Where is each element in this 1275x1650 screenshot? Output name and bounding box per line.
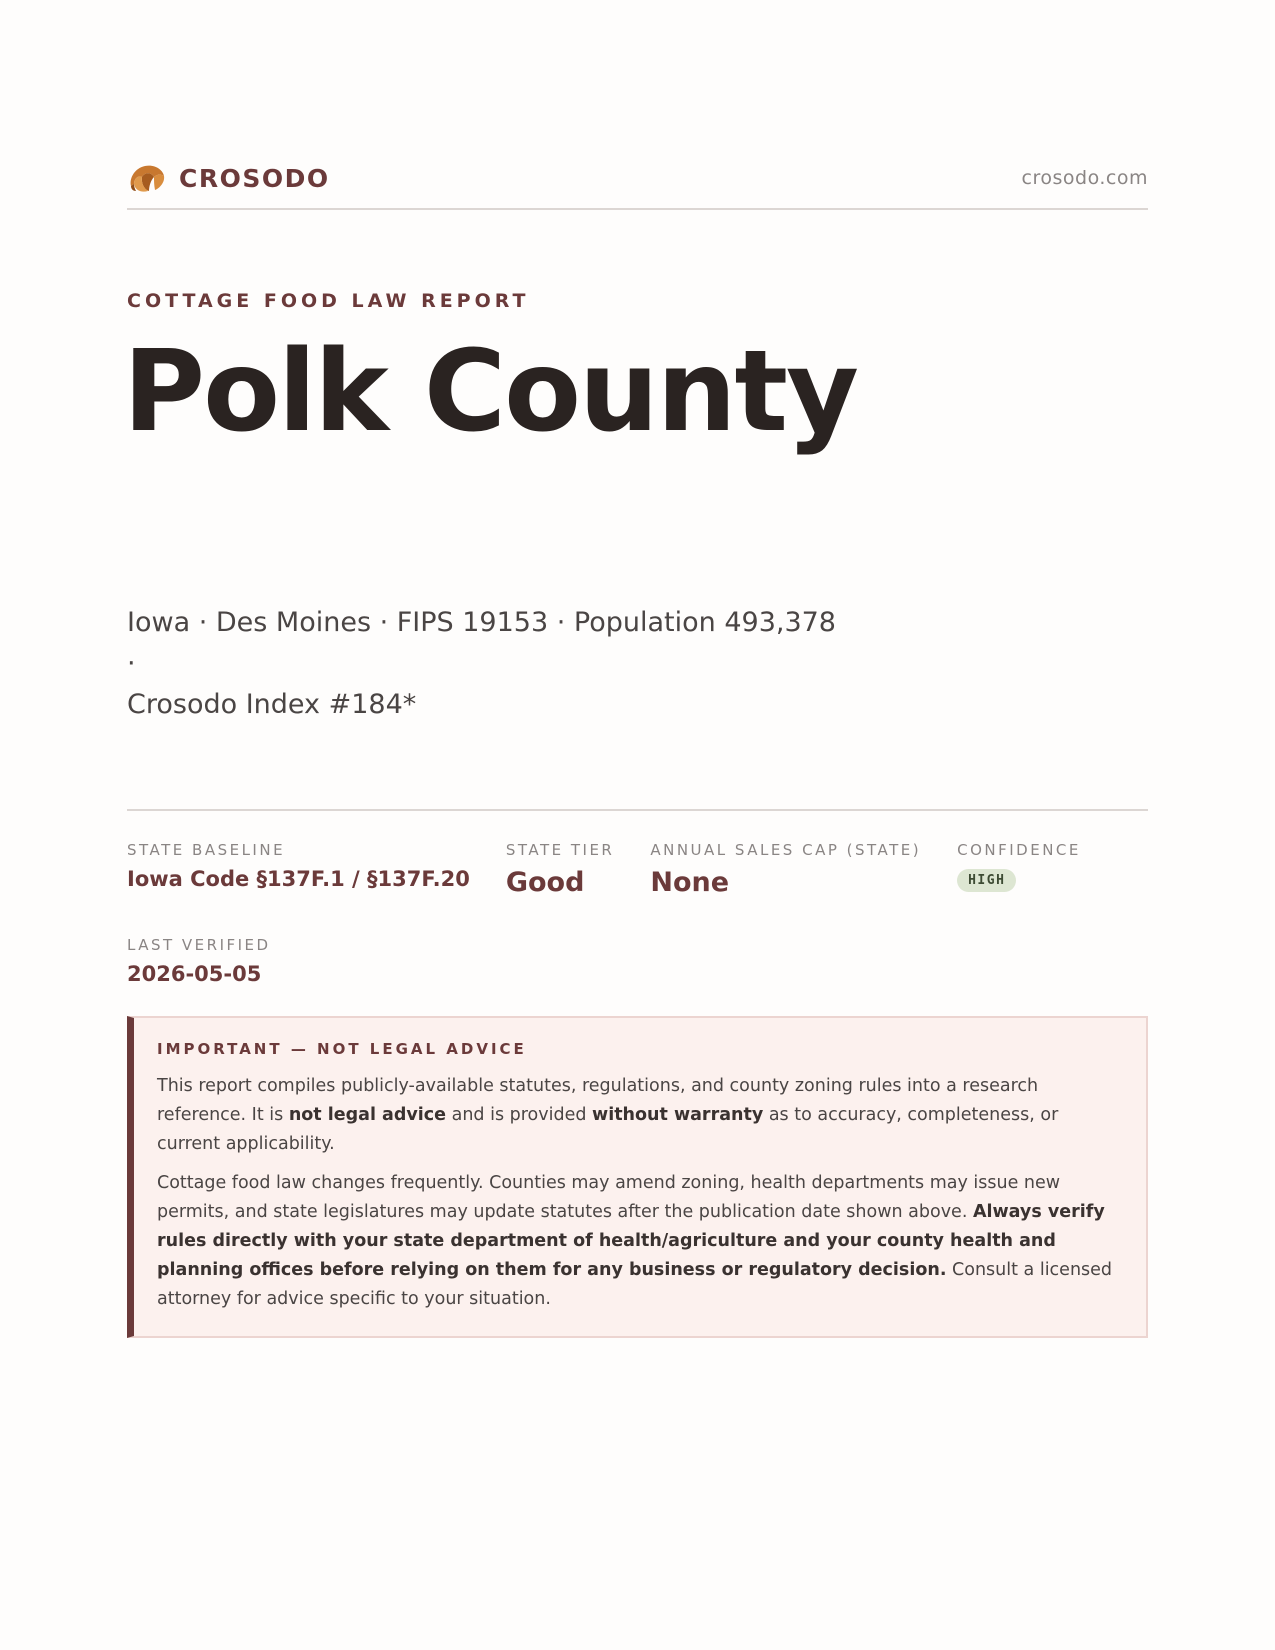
notice-text: Cottage food law changes frequently. Counties may amend zoning, health departments may issue new permits, and state legislatures may update statutes after the publication date shown above. bbox=[157, 1172, 1061, 1222]
notice-paragraph-2 bbox=[157, 1169, 1120, 1314]
location-summary bbox=[127, 602, 847, 725]
notice-emphasis: Always verify rules directly with your state department of health/agriculture and your county health and planning offices before relying on them for any business or regulatory decision. bbox=[157, 1201, 1105, 1280]
stats-row bbox=[127, 841, 1148, 898]
brand-name: CROSODO bbox=[179, 163, 330, 193]
stat-confidence bbox=[957, 841, 1081, 898]
stat-state-baseline bbox=[127, 841, 470, 898]
stat-sales-cap bbox=[650, 841, 921, 898]
stat-value: 2026-05-05 bbox=[127, 961, 262, 986]
stat-value: Iowa Code §137F.1 / §137F.20 bbox=[127, 866, 470, 891]
stat-value: Good bbox=[505, 866, 585, 898]
notice-text: as to accuracy, completeness, or current applicability. bbox=[157, 1104, 1059, 1154]
page-title: Polk County bbox=[123, 327, 858, 457]
croissant-icon bbox=[127, 160, 167, 196]
notice-emphasis: not legal advice bbox=[288, 1104, 447, 1125]
notice-paragraph-1 bbox=[157, 1072, 1120, 1159]
notice-emphasis: without warranty bbox=[592, 1104, 764, 1125]
notice-title: IMPORTANT — NOT LEGAL ADVICE bbox=[157, 1039, 527, 1058]
stat-state-tier bbox=[506, 841, 615, 898]
confidence-badge: HIGH bbox=[957, 869, 1016, 892]
divider bbox=[127, 809, 1148, 811]
stat-value: None bbox=[650, 866, 730, 898]
notice-text: and is provided bbox=[446, 1104, 593, 1125]
notice-text: Consult a licensed attorney for advice specific to your situation. bbox=[157, 1259, 1113, 1309]
brand[interactable] bbox=[127, 160, 330, 196]
stat-label: CONFIDENCE bbox=[957, 840, 1081, 859]
stat-label: LAST VERIFIED bbox=[127, 935, 271, 954]
stat-label: STATE TIER bbox=[505, 840, 615, 859]
stat-last-verified bbox=[127, 936, 1112, 986]
legal-notice bbox=[127, 1016, 1148, 1338]
site-link[interactable]: crosodo.com bbox=[1021, 167, 1148, 189]
location-summary-line1: Iowa · Des Moines · FIPS 19153 · Population 493,378 · bbox=[127, 606, 836, 679]
page-header bbox=[127, 160, 1148, 210]
location-summary-line2: Crosodo Index #184* bbox=[127, 688, 417, 720]
stat-label: ANNUAL SALES CAP (STATE) bbox=[650, 840, 922, 859]
notice-text: This report compiles publicly-available statutes, regulations, and county zoning rules into a research reference. It is bbox=[157, 1075, 1039, 1125]
report-kicker: COTTAGE FOOD LAW REPORT bbox=[127, 290, 530, 312]
stat-label: STATE BASELINE bbox=[127, 840, 286, 859]
